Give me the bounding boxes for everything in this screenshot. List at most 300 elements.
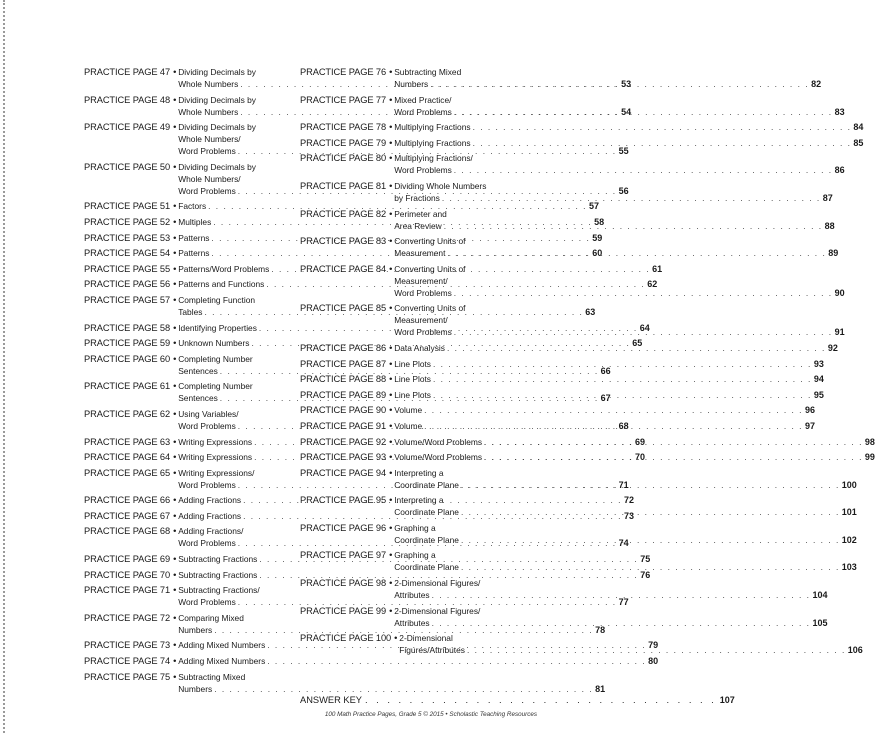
toc-entry-label: PRACTICE PAGE 78 • — [300, 122, 393, 133]
toc-page-number: 75 — [640, 554, 651, 565]
toc-description-line: Converting Units of — [394, 236, 466, 247]
toc-description-line: Adding Fractions . . . 72 — [178, 494, 634, 506]
dot-leader — [365, 695, 717, 705]
bullet: • — [173, 436, 177, 447]
toc-description-line: Patterns . . . 60 — [178, 247, 602, 259]
toc-page-number: 99 — [864, 452, 875, 463]
bullet: • — [173, 232, 177, 243]
toc-page-number: 97 — [805, 420, 816, 431]
toc-entry[interactable] — [84, 639, 659, 651]
toc-entry-answer-key[interactable] — [300, 695, 735, 705]
toc-description-line: Word Problems . . . 91 — [394, 326, 844, 338]
toc-description-line: Interpreting a — [394, 495, 444, 506]
toc-description-line: Mixed Practice/ — [394, 94, 452, 105]
dot-leader — [432, 589, 811, 601]
toc-page-number: 56 — [618, 185, 629, 196]
bullet: • — [389, 420, 393, 431]
toc-description-line: Dividing Decimals by — [178, 161, 256, 172]
toc-entry-description — [394, 577, 827, 601]
toc-description-line: Word Problems . . . 68 — [178, 420, 628, 432]
dot-leader — [461, 534, 840, 546]
toc-entry-description — [394, 342, 838, 354]
bullet: • — [173, 671, 177, 682]
toc-entry-label: PRACTICE PAGE 73 • — [84, 640, 177, 651]
bullet: • — [173, 216, 177, 227]
toc-page-number: 103 — [841, 562, 857, 573]
toc-description-line: Word Problems . . . 56 — [178, 185, 628, 197]
toc-description-line: Coordinate Plane . . . 100 — [394, 479, 857, 491]
bullet: • — [389, 550, 393, 561]
toc-entry-description — [394, 235, 838, 259]
toc-description-line: Subtracting Mixed — [394, 67, 462, 77]
toc-page-number: 57 — [589, 201, 600, 212]
toc-page-number: 76 — [640, 569, 651, 580]
dot-leader — [424, 420, 803, 432]
toc-entry-label: PRACTICE PAGE 88 • — [300, 374, 393, 385]
toc-description-line: Word Problems . . . 71 — [178, 479, 628, 491]
toc-entry-label: PRACTICE PAGE 75 • — [84, 671, 177, 682]
toc-description-line: Dividing Whole Numbers — [394, 180, 487, 191]
toc-entry-label: PRACTICE PAGE 49 • — [84, 122, 177, 133]
toc-description-line: Subtracting Fractions . . . 75 — [178, 553, 650, 565]
bullet: • — [173, 67, 177, 77]
toc-entry[interactable] — [300, 605, 828, 629]
dot-leader — [214, 683, 593, 695]
toc-entry-label: PRACTICE PAGE 63 • — [84, 436, 177, 447]
toc-description-line: Whole Numbers/ — [178, 134, 241, 145]
toc-description-line: Whole Numbers . . . 54 — [178, 106, 631, 118]
toc-entry-description — [394, 137, 863, 149]
toc-entry-description — [399, 632, 863, 656]
toc-entry-label: PRACTICE PAGE 65 • — [84, 467, 177, 478]
toc-description-line: Completing Function — [178, 294, 256, 305]
toc-entry-label: PRACTICE PAGE 66 • — [84, 495, 177, 506]
page-edge-dotted-rule — [3, 0, 5, 733]
toc-page-number: 81 — [595, 683, 606, 694]
toc-description-line: Coordinate Plane . . . 101 — [394, 506, 857, 518]
toc-description-line: Line Plots . . . 93 — [394, 358, 824, 370]
toc-description-line: Word Problems . . . 86 — [394, 164, 844, 176]
toc-page-number: 88 — [824, 220, 835, 231]
bullet: • — [173, 322, 177, 333]
toc-page-number: 62 — [647, 279, 658, 290]
toc-entry[interactable] — [84, 216, 605, 228]
toc-entry-description — [394, 467, 857, 491]
toc-page-number: 87 — [822, 192, 833, 203]
toc-page-number: 54 — [621, 106, 632, 117]
bullet: • — [389, 94, 393, 105]
bullet: • — [389, 303, 393, 314]
bullet: • — [389, 122, 393, 133]
toc-entry-description — [394, 180, 833, 204]
toc-entry-label: PRACTICE PAGE 83 • — [300, 236, 393, 247]
bullet: • — [389, 405, 393, 416]
toc-entry[interactable] — [300, 121, 864, 133]
toc-entry-label: PRACTICE PAGE 81 • — [300, 180, 393, 191]
toc-entry[interactable] — [300, 137, 864, 149]
toc-description-line: Adding Mixed Numbers . . . 79 — [178, 639, 658, 651]
dot-leader — [433, 389, 812, 401]
bullet: • — [389, 374, 393, 385]
dot-leader — [442, 192, 821, 204]
toc-description-line: Word Problems . . . 74 — [178, 537, 628, 549]
answer-key-label: ANSWER KEY — [300, 695, 362, 705]
toc-entry-label: PRACTICE PAGE 51 • — [84, 201, 177, 212]
toc-entry-label: PRACTICE PAGE 97 • — [300, 550, 393, 561]
toc-description-line: Numbers . . . 78 — [178, 624, 605, 636]
toc-entry-label: PRACTICE PAGE 50 • — [84, 161, 177, 172]
toc-entry-label: PRACTICE PAGE 70 • — [84, 569, 177, 580]
bullet: • — [173, 656, 177, 667]
bullet: • — [389, 153, 393, 164]
toc-description-line: Volume . . . 97 — [394, 420, 815, 432]
bullet: • — [173, 294, 177, 305]
toc-description-line: Dividing Decimals by — [178, 94, 256, 105]
bullet: • — [389, 342, 393, 353]
toc-page-number: 78 — [595, 624, 606, 635]
dot-leader — [432, 617, 811, 629]
toc-description-line: Word Problems . . . 77 — [178, 596, 628, 608]
toc-description-line: Measurement/ — [394, 315, 448, 326]
bullet: • — [389, 605, 393, 616]
bullet: • — [173, 279, 177, 290]
dot-leader — [461, 479, 840, 491]
toc-entry-label: PRACTICE PAGE 95 • — [300, 495, 393, 506]
toc-entry-description — [394, 208, 834, 232]
toc-description-line: Adding Mixed Numbers . . . 80 — [178, 655, 658, 667]
toc-entry-label: PRACTICE PAGE 58 • — [84, 322, 177, 333]
toc-page-number: 82 — [811, 79, 822, 89]
toc-entry[interactable] — [84, 569, 651, 581]
bullet: • — [173, 161, 177, 172]
toc-description-line: Comparing Mixed — [178, 612, 244, 623]
bullet: • — [173, 248, 177, 259]
toc-entry-description — [394, 404, 815, 416]
toc-description-line: Numbers . . . 82 — [394, 78, 821, 90]
toc-entry-description — [394, 66, 821, 90]
toc-description-line: Using Variables/ — [178, 408, 239, 419]
toc-description-line: Converting Units of — [394, 263, 466, 274]
toc-description-line: Writing Expressions . . . 70 — [178, 451, 645, 463]
bullet: • — [394, 633, 398, 644]
bullet: • — [173, 381, 177, 392]
toc-page-number: 102 — [841, 534, 857, 545]
toc-page-number: 91 — [834, 327, 845, 338]
bullet: • — [173, 408, 177, 419]
bullet: • — [389, 236, 393, 247]
dot-leader — [484, 451, 863, 463]
toc-description-line: Tables . . . 63 — [178, 306, 595, 318]
toc-description-line: Patterns/Word Problems . . . 61 — [178, 263, 662, 275]
dot-leader — [454, 287, 833, 299]
toc-entry[interactable] — [84, 612, 606, 636]
toc-entry-label: PRACTICE PAGE 99 • — [300, 605, 393, 616]
dot-leader — [454, 164, 833, 176]
toc-description-line: Area Review . . . 88 — [394, 220, 834, 232]
toc-description-line: Measurement/ — [394, 275, 448, 286]
bullet: • — [173, 94, 177, 105]
toc-description-line: Multiplying Fractions . . . 84 — [394, 121, 863, 133]
toc-description-line: Coordinate Plane . . . 102 — [394, 534, 857, 546]
toc-description-line: Perimeter and — [394, 208, 447, 219]
toc-entry-label: PRACTICE PAGE 56 • — [84, 279, 177, 290]
toc-page-number: 104 — [812, 590, 828, 601]
bullet: • — [389, 208, 393, 219]
toc-description-line: Adding Fractions/ — [178, 526, 244, 537]
toc-entry-description — [394, 389, 824, 401]
toc-description-line: Whole Numbers/ — [178, 173, 241, 184]
toc-page-number: 106 — [847, 645, 863, 656]
toc-entry-label: PRACTICE PAGE 100 • — [300, 633, 398, 644]
toc-entry-label: PRACTICE PAGE 92 • — [300, 436, 393, 447]
bullet: • — [389, 263, 393, 274]
toc-page-number: 94 — [813, 374, 824, 385]
bullet: • — [173, 510, 177, 521]
toc-entry-description — [394, 152, 844, 176]
toc-description-line: Dividing Decimals by — [178, 122, 256, 133]
toc-page-number: 61 — [652, 263, 663, 274]
toc-entry-label: PRACTICE PAGE 47 • — [84, 67, 177, 77]
toc-description-line: Coordinate Plane . . . 103 — [394, 561, 857, 573]
bullet: • — [173, 585, 177, 596]
toc-page-number: 79 — [648, 640, 659, 651]
toc-description-line: Adding Fractions . . . 73 — [178, 510, 634, 522]
toc-description-line: Patterns . . . 59 — [178, 232, 602, 244]
dot-leader — [444, 220, 823, 232]
toc-description-line: Writing Expressions/ — [178, 467, 255, 478]
toc-entry[interactable] — [300, 577, 828, 601]
bullet: • — [389, 358, 393, 369]
dot-leader — [433, 373, 812, 385]
bullet: • — [389, 495, 393, 506]
toc-entry-label: PRACTICE PAGE 98 • — [300, 578, 393, 589]
toc-description-line: Line Plots . . . 94 — [394, 373, 824, 385]
toc-description-line: Sentences . . . 66 — [178, 365, 610, 377]
bullet: • — [389, 180, 393, 191]
toc-description-line: Factors . . . 57 — [178, 200, 599, 212]
bullet: • — [173, 467, 177, 478]
toc-description-line: Data Analysis . . . 92 — [394, 342, 838, 354]
toc-page-number: 90 — [834, 287, 845, 298]
toc-page-number: 93 — [813, 358, 824, 369]
toc-description-line: Subtracting Mixed — [178, 671, 246, 682]
toc-entry[interactable] — [84, 671, 606, 695]
toc-page-number: 65 — [632, 338, 643, 349]
toc-page-number: 101 — [841, 507, 857, 518]
toc-page-number: 96 — [805, 405, 816, 416]
toc-description-line: Volume/Word Problems . . . 98 — [394, 436, 875, 448]
toc-page-number: 86 — [834, 165, 845, 176]
toc-entry[interactable] — [84, 200, 600, 212]
toc-entry[interactable] — [84, 655, 659, 667]
dot-leader — [461, 561, 840, 573]
toc-entry-label: PRACTICE PAGE 53 • — [84, 232, 177, 243]
toc-page-number: 59 — [592, 232, 603, 243]
toc-entry[interactable] — [84, 322, 650, 334]
toc-description-line: Line Plots . . . 95 — [394, 389, 824, 401]
toc-entry[interactable] — [84, 510, 634, 522]
toc-description-line: Identifying Properties . . . 64 — [178, 322, 650, 334]
toc-entry-label: PRACTICE PAGE 57 • — [84, 294, 177, 305]
toc-entry[interactable] — [300, 404, 816, 416]
toc-entry[interactable] — [300, 358, 824, 370]
toc-entry-label: PRACTICE PAGE 54 • — [84, 248, 177, 259]
toc-entry-label: PRACTICE PAGE 82 • — [300, 208, 393, 219]
bullet: • — [173, 338, 177, 349]
toc-page-number: 70 — [634, 452, 645, 463]
toc-page-number: 73 — [623, 510, 634, 521]
toc-page-number: 105 — [812, 617, 828, 628]
toc-description-line: Sentences . . . 67 — [178, 392, 610, 404]
toc-entry-description — [394, 358, 824, 370]
toc-page-number: 67 — [600, 393, 611, 404]
dot-leader — [430, 78, 809, 90]
toc-entry-label: PRACTICE PAGE 72 • — [84, 612, 177, 623]
toc-page-number: 92 — [827, 342, 838, 353]
toc-entry-description — [394, 549, 857, 573]
toc-entry-label: PRACTICE PAGE 52 • — [84, 216, 177, 227]
toc-entry-description — [394, 420, 815, 432]
bullet: • — [173, 612, 177, 623]
bullet: • — [389, 389, 393, 400]
toc-entry-label: PRACTICE PAGE 96 • — [300, 522, 393, 533]
toc-page-number: 53 — [621, 79, 632, 89]
bullet: • — [389, 578, 393, 589]
bullet: • — [389, 522, 393, 533]
toc-description-line: Word Problems . . . 55 — [178, 145, 628, 157]
toc-description-line: 2-Dimensional Figures/ — [394, 605, 481, 616]
dot-leader — [447, 342, 826, 354]
toc-description-line: Attributes . . . 105 — [394, 617, 827, 629]
toc-description-line: Multiplying Fractions/ — [394, 153, 473, 164]
toc-entry-description — [394, 94, 844, 118]
toc-entry-label: PRACTICE PAGE 60 • — [84, 353, 177, 364]
toc-entry-description — [394, 605, 827, 629]
toc-description-line: Patterns and Functions . . . 62 — [178, 278, 657, 290]
toc-description-line: Converting Units of — [394, 303, 466, 314]
bullet: • — [173, 353, 177, 364]
toc-entry-description — [178, 671, 605, 695]
toc-page-number: 74 — [618, 538, 629, 549]
dot-leader — [433, 358, 812, 370]
toc-description-line: Subtracting Fractions/ — [178, 585, 260, 596]
bullet: • — [173, 122, 177, 133]
toc-entry-label: PRACTICE PAGE 74 • — [84, 656, 177, 667]
toc-entry[interactable] — [300, 152, 845, 176]
toc-page-number: 83 — [834, 106, 845, 117]
toc-description-line: Dividing Decimals by — [178, 67, 256, 77]
toc-entry-label: PRACTICE PAGE 67 • — [84, 510, 177, 521]
toc-page-number: 68 — [618, 420, 629, 431]
toc-entry[interactable] — [300, 373, 824, 385]
dot-leader — [467, 644, 846, 656]
toc-page-number: 95 — [813, 389, 824, 400]
toc-entry-label: PRACTICE PAGE 64 • — [84, 452, 177, 463]
toc-entry-description — [394, 302, 844, 338]
toc-description-line: Volume . . . 96 — [394, 404, 815, 416]
bullet: • — [173, 569, 177, 580]
bullet: • — [173, 452, 177, 463]
bullet: • — [173, 526, 177, 537]
toc-entry-description — [394, 263, 844, 299]
toc-entry-label: PRACTICE PAGE 48 • — [84, 94, 177, 105]
toc-entry-label: PRACTICE PAGE 80 • — [300, 153, 393, 164]
toc-entry-description — [394, 451, 875, 463]
toc-page-number: 55 — [618, 146, 629, 157]
toc-description-line: Interpreting a — [394, 467, 444, 478]
toc-description-line: Numbers . . . 81 — [178, 683, 605, 695]
toc-description-line: Measurement . . . 89 — [394, 247, 838, 259]
toc-description-line: Multiplying Fractions . . . 85 — [394, 137, 863, 149]
toc-entry-description — [394, 436, 875, 448]
toc-description-line: Subtracting Fractions . . . 76 — [178, 569, 650, 581]
toc-entry-label: PRACTICE PAGE 59 • — [84, 338, 177, 349]
toc-entry-label: PRACTICE PAGE 69 • — [84, 554, 177, 565]
toc-description-line: 2-Dimensional — [399, 633, 453, 644]
toc-description-line: Unknown Numbers . . . 65 — [178, 337, 642, 349]
toc-entry-label: PRACTICE PAGE 71 • — [84, 585, 177, 596]
bullet: • — [389, 452, 393, 463]
toc-description-line: Completing Number — [178, 381, 253, 392]
toc-description-line: Word Problems . . . 90 — [394, 287, 844, 299]
toc-page-number: 63 — [585, 306, 596, 317]
dot-leader — [424, 404, 803, 416]
toc-entry-label: PRACTICE PAGE 77 • — [300, 94, 393, 105]
toc-description-line: Graphing a — [394, 522, 436, 533]
toc-entry-label: PRACTICE PAGE 76 • — [300, 67, 393, 77]
toc-page-number: 60 — [592, 248, 603, 259]
toc-description-line: Completing Number — [178, 353, 253, 364]
toc-description-line: by Fractions . . . 87 — [394, 192, 833, 204]
toc-entry-label: PRACTICE PAGE 90 • — [300, 405, 393, 416]
page-footer: 100 Math Practice Pages, Grade 5 © 2015 • Scholastic Teaching Resources — [324, 711, 537, 718]
toc-page-number: 66 — [600, 365, 611, 376]
toc-entry-label: PRACTICE PAGE 68 • — [84, 526, 177, 537]
toc-page-number: 72 — [623, 495, 634, 506]
toc-entry[interactable] — [84, 247, 603, 259]
toc-description-line: Figures/Attributes . . . 106 — [399, 644, 863, 656]
dot-leader — [454, 326, 833, 338]
toc-entry-label: PRACTICE PAGE 85 • — [300, 303, 393, 314]
toc-page-number: 80 — [648, 656, 659, 667]
toc-entry-description — [394, 373, 824, 385]
dot-leader — [473, 137, 852, 149]
toc-page-number: 100 — [841, 479, 857, 490]
bullet: • — [389, 67, 393, 77]
toc-entry-label: PRACTICE PAGE 84 • — [300, 263, 393, 274]
toc-description-line: Word Problems . . . 83 — [394, 106, 844, 118]
toc-entry-label: PRACTICE PAGE 94 • — [300, 467, 393, 478]
toc-description-line: Whole Numbers . . . 53 — [178, 78, 631, 90]
toc-description-line: 2-Dimensional Figures/ — [394, 578, 481, 589]
toc-entry-label: PRACTICE PAGE 61 • — [84, 381, 177, 392]
toc-page-number: 77 — [618, 597, 629, 608]
toc-entry-label: PRACTICE PAGE 93 • — [300, 452, 393, 463]
dot-leader — [461, 506, 840, 518]
toc-page-number: 58 — [594, 216, 605, 227]
toc-page-number: 98 — [864, 436, 875, 447]
toc-page-number: 71 — [618, 479, 629, 490]
toc-entry-description — [394, 494, 857, 518]
toc-description-line: Volume/Word Problems . . . 99 — [394, 451, 875, 463]
bullet: • — [173, 640, 177, 651]
toc-description-line: Graphing a — [394, 550, 436, 561]
bullet: • — [173, 263, 177, 274]
toc-description-line: Writing Expressions . . . 69 — [178, 436, 645, 448]
toc-entry-label: PRACTICE PAGE 89 • — [300, 389, 393, 400]
toc-entry-label: PRACTICE PAGE 86 • — [300, 342, 393, 353]
bullet: • — [389, 467, 393, 478]
